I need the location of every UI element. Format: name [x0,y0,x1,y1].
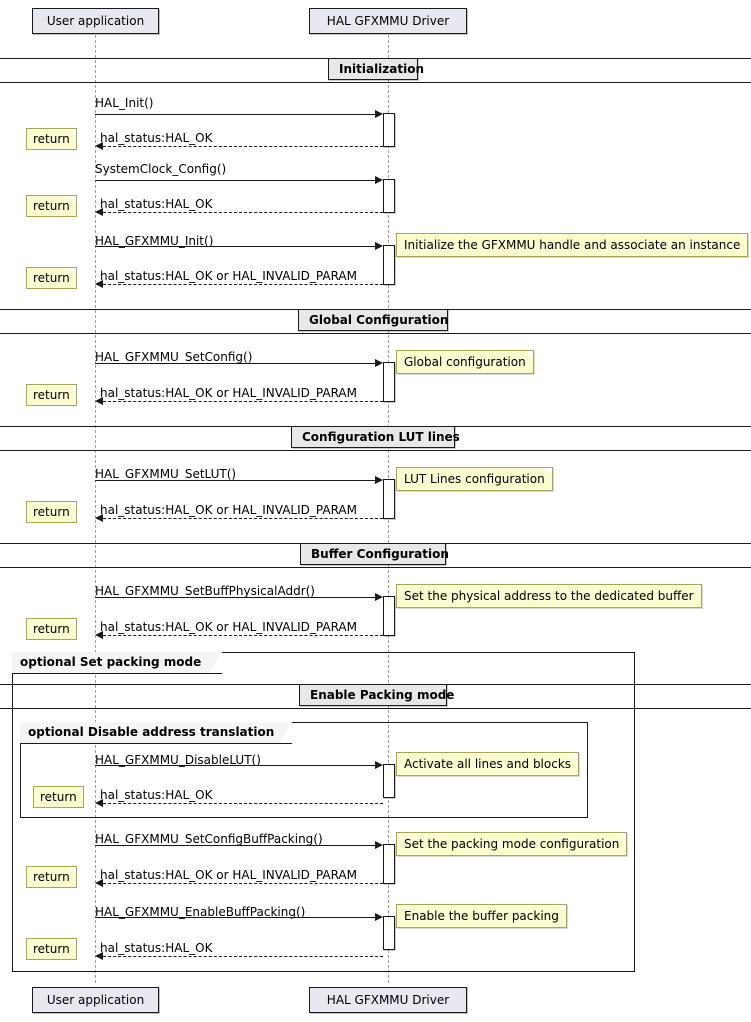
message-label: HAL_GFXMMU_Init() [95,234,214,248]
return-label: return [33,199,70,213]
message-label: hal_status:HAL_OK [100,131,213,145]
message-arrow [95,363,375,364]
arrow-head-icon [95,631,103,639]
return-note [26,501,77,523]
note-text: Set the packing mode configuration [404,837,620,851]
note-set-packing-mode-configuration [396,832,627,856]
message-arrow [103,956,383,957]
arrow-head-icon [375,359,383,367]
message-label: HAL_GFXMMU_DisableLUT() [95,753,261,767]
frame-label: Set packing mode [79,655,202,669]
message-label: hal_status:HAL_OK [100,197,213,211]
divider-line [0,567,751,568]
divider-line [0,708,751,709]
message-arrow [95,917,375,918]
return-label: return [33,388,70,402]
activation-bar [383,479,395,519]
return-label: return [33,870,70,884]
activation-bar [383,245,395,285]
arrow-head-icon [375,476,383,484]
message-arrow [103,883,383,884]
return-note [26,384,77,406]
message-label: hal_status:HAL_OK [100,788,213,802]
return-note [33,786,84,808]
participant-user-application-bottom[interactable]: User application [32,987,159,1013]
divider-line [0,82,751,83]
message-arrow [95,765,375,766]
message-arrow [103,212,383,213]
note-set-physical-address [396,584,702,608]
message-label: hal_status:HAL_OK or HAL_INVALID_PARAM [100,868,357,882]
message-arrow [103,803,383,804]
arrow-head-icon [375,841,383,849]
note-lut-lines-configuration [396,467,553,491]
return-note [26,128,77,150]
message-arrow [103,518,383,519]
activation-bar [383,844,395,884]
arrow-head-icon [95,514,103,522]
note-activate-lines-blocks [396,752,579,776]
return-note [26,866,77,888]
participant-user-application-top[interactable]: User application [32,8,159,34]
message-label: HAL_GFXMMU_SetLUT() [95,467,237,481]
divider-global-configuration: Global Configuration [298,309,448,331]
note-text: LUT Lines configuration [404,472,545,486]
return-label: return [33,942,70,956]
divider-line [0,333,751,334]
activation-bar [383,362,395,402]
message-arrow [95,597,375,598]
note-text: Initialize the GFXMMU handle and associate an instance [404,238,741,252]
activation-bar [383,764,395,798]
note-initialize-handle [396,233,748,257]
message-label: HAL_GFXMMU_EnableBuffPacking() [95,905,306,919]
message-arrow [95,845,375,846]
note-text: Activate all lines and blocks [404,757,572,771]
participant-hal-driver-top[interactable]: HAL GFXMMU Driver [309,8,467,34]
message-arrow [95,180,375,181]
arrow-head-icon [375,110,383,118]
arrow-head-icon [375,593,383,601]
return-note [26,938,77,960]
arrow-head-icon [95,280,103,288]
message-arrow [95,480,375,481]
activation-bar [383,113,395,147]
message-arrow [95,246,375,247]
frame-keyword: optional [28,725,84,739]
activation-bar [383,596,395,636]
frame-tab-disable-address-translation [20,722,292,744]
message-arrow [103,401,383,402]
arrow-head-icon [375,761,383,769]
arrow-head-icon [95,142,103,150]
note-text: Set the physical address to the dedicated buffer [404,589,694,603]
activation-bar [383,179,395,213]
note-text: Global configuration [404,355,526,369]
note-enable-buffer-packing [396,904,567,928]
arrow-head-icon [375,913,383,921]
message-label: hal_status:HAL_OK or HAL_INVALID_PARAM [100,386,357,400]
message-label: SystemClock_Config() [95,162,227,176]
return-label: return [40,790,77,804]
message-label: HAL_GFXMMU_SetBuffPhysicalAddr() [95,584,315,598]
participant-hal-driver-bottom[interactable]: HAL GFXMMU Driver [309,987,467,1013]
message-label: hal_status:HAL_OK or HAL_INVALID_PARAM [100,269,357,283]
message-arrow [103,146,383,147]
divider-buffer-configuration: Buffer Configuration [300,543,446,565]
message-arrow [103,284,383,285]
arrow-head-icon [95,952,103,960]
divider-line [0,450,751,451]
arrow-head-icon [95,208,103,216]
return-label: return [33,271,70,285]
message-label: HAL_GFXMMU_SetConfig() [95,350,253,364]
message-label: HAL_Init() [95,96,154,110]
return-label: return [33,505,70,519]
message-label: hal_status:HAL_OK or HAL_INVALID_PARAM [100,620,357,634]
frame-keyword: optional [20,655,76,669]
frame-label: Disable address translation [87,725,275,739]
frame-tab-set-packing-mode [12,652,222,674]
return-label: return [33,622,70,636]
arrow-head-icon [375,176,383,184]
message-label: HAL_GFXMMU_SetConfigBuffPacking() [95,832,323,846]
return-note [26,618,77,640]
divider-configuration-lut-lines: Configuration LUT lines [291,426,455,448]
return-note [26,267,77,289]
note-global-configuration [396,350,534,374]
activation-bar [383,916,395,950]
return-label: return [33,132,70,146]
divider-initialization: Initialization [328,58,418,80]
message-arrow [95,114,375,115]
note-text: Enable the buffer packing [404,909,559,923]
message-label: hal_status:HAL_OK or HAL_INVALID_PARAM [100,503,357,517]
divider-enable-packing-mode: Enable Packing mode [299,684,447,706]
message-arrow [103,635,383,636]
arrow-head-icon [95,879,103,887]
message-label: hal_status:HAL_OK [100,941,213,955]
arrow-head-icon [95,397,103,405]
arrow-head-icon [95,799,103,807]
arrow-head-icon [375,242,383,250]
return-note [26,195,77,217]
